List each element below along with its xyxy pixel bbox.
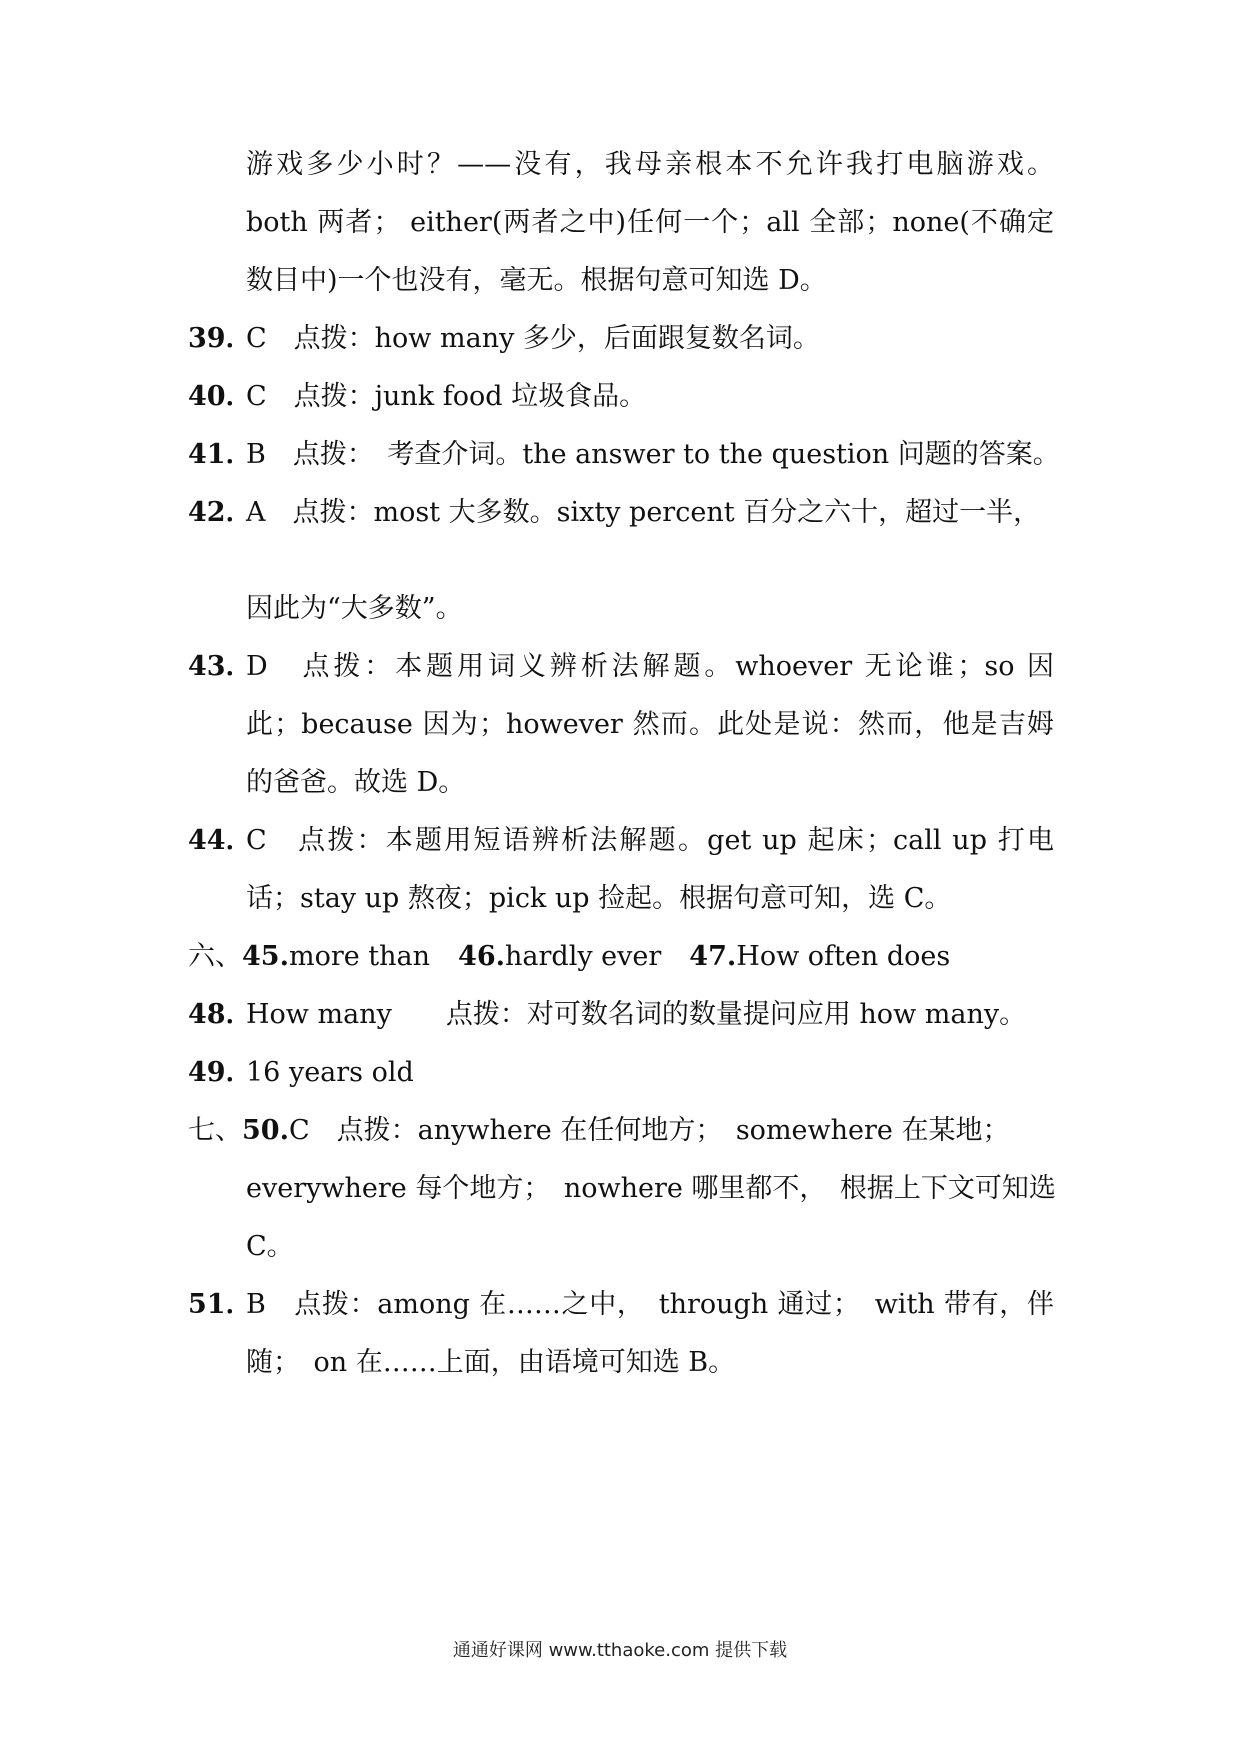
answer-text: C。 <box>246 1231 294 1262</box>
question-number: 48． <box>188 999 253 1030</box>
answer-text: hardly ever <box>505 941 662 972</box>
question-number: 42． <box>188 497 253 528</box>
text-line: 游戏多少小时？——没有，我母亲根本不允许我打电脑游戏。 <box>246 149 1054 180</box>
answer-text: everywhere 每个地方； nowhere 哪里都不， 根据上下文可知选 <box>246 1173 1056 1204</box>
question-number: 47. <box>689 941 737 972</box>
text-line: both 两者； either(两者之中)任何一个；all 全部；none(不确定 <box>246 207 1054 238</box>
question-number: 43． <box>188 651 253 682</box>
section-label: 七、 <box>188 1115 242 1146</box>
answer-text: B 点拨：among 在……之中， through 通过； with 带有，伴 <box>246 1289 1054 1320</box>
question-number: 45. <box>242 941 289 972</box>
answer-text: C 点拨：本题用短语辨析法解题。get up 起床；call up 打电 <box>246 825 1054 856</box>
question-number: 39． <box>188 323 253 354</box>
answer-text: 随； on 在……上面，由语境可知选 B。 <box>246 1347 736 1378</box>
question-number: 46. <box>458 941 506 972</box>
question-number: 40． <box>188 381 253 412</box>
section-seven-row <box>188 1114 1009 1148</box>
question-number: 41． <box>188 439 253 470</box>
section-label: 六、 <box>188 941 242 972</box>
page-footer: 通通好课网 www.tthaoke.com 提供下载 <box>452 1640 788 1661</box>
answer-text: C 点拨：anywhere 在任何地方； somewhere 在某地； <box>288 1115 1010 1146</box>
answer-text: C 点拨：how many 多少，后面跟复数名词。 <box>246 323 820 354</box>
answer-text: How many 点拨：对可数名词的数量提问应用 how many。 <box>246 999 1027 1030</box>
answer-text: 此；because 因为；however 然而。此处是说：然而，他是吉姆 <box>246 709 1054 740</box>
question-number: 50. <box>242 1115 289 1146</box>
answer-text: D 点拨：本题用词义辨析法解题。whoever 无论谁；so 因 <box>246 651 1054 682</box>
section-six-row <box>188 940 950 974</box>
answer-text: more than <box>288 941 431 972</box>
answer-text: 的爸爸。故选 D。 <box>246 767 466 798</box>
answer-text: C 点拨：junk food 垃圾食品。 <box>246 381 647 412</box>
question-number: 44． <box>188 825 253 856</box>
question-number: 51． <box>188 1289 253 1320</box>
answer-text: How often does <box>736 941 951 972</box>
question-number: 49． <box>188 1057 253 1088</box>
answer-text: A 点拨：most 大多数。sixty percent 百分之六十，超过一半， <box>246 497 1041 528</box>
answer-text: B 点拨： 考查介词。the answer to the question 问题的答案。 <box>246 439 1060 470</box>
answer-text: 因此为“大多数”。 <box>246 593 463 624</box>
answer-text: 16 years old <box>246 1057 414 1088</box>
answer-text: 话；stay up 熬夜；pick up 捡起。根据句意可知，选 C。 <box>246 883 952 914</box>
text-line: 数目中)一个也没有，毫无。根据句意可知选 D。 <box>246 265 827 296</box>
